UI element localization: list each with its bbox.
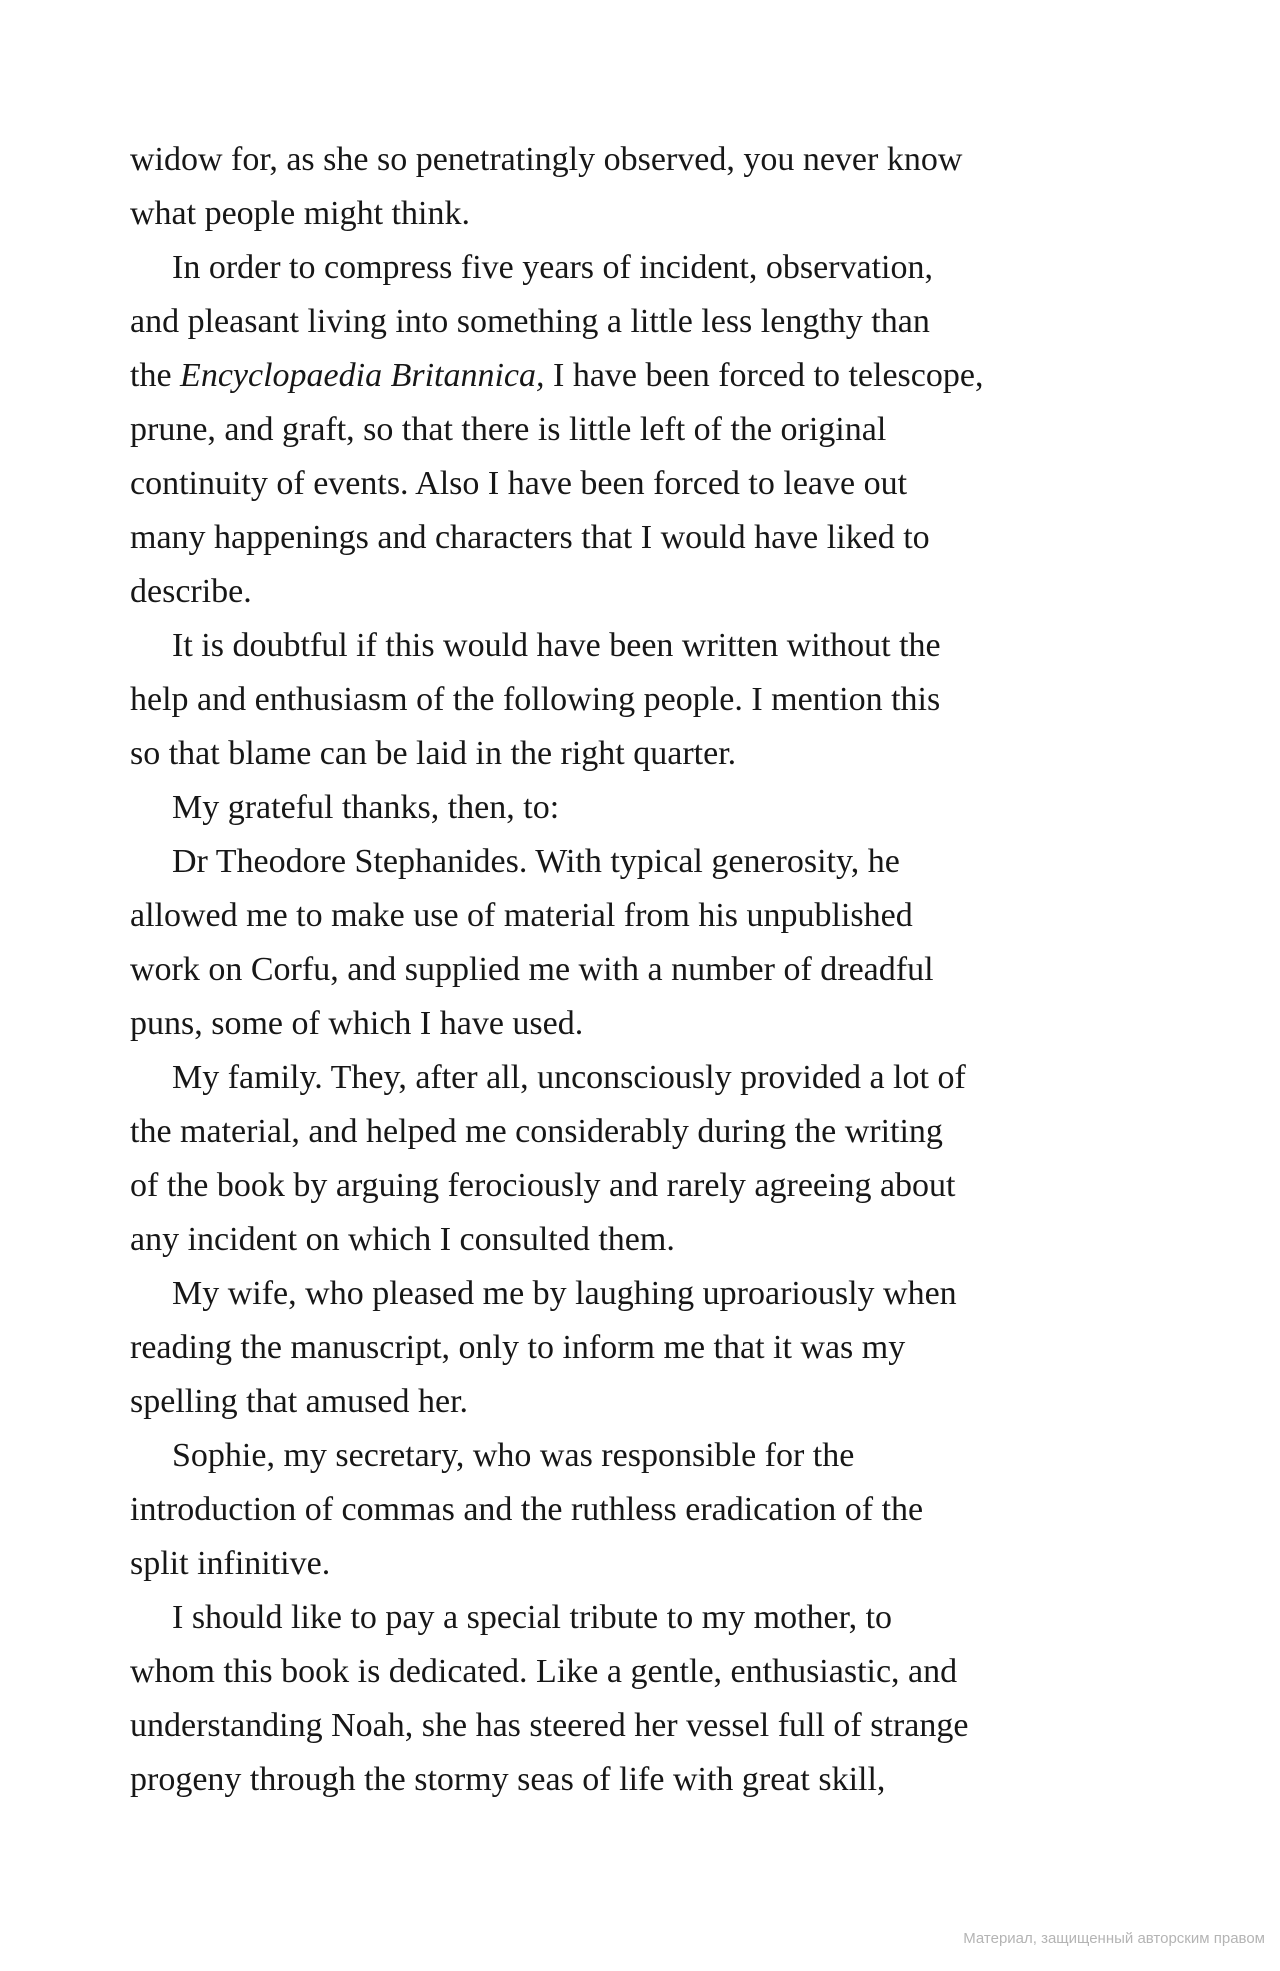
text-line: reading the manuscript, only to inform me that it was my xyxy=(130,1329,906,1366)
text-line: split infinitive. xyxy=(130,1545,331,1582)
paragraph xyxy=(130,781,1160,835)
text-line: widow for, as she so penetratingly observed, you never know xyxy=(130,141,963,178)
text-line: understanding Noah, she has steered her vessel full of strange xyxy=(130,1707,969,1744)
paragraph xyxy=(130,241,1160,619)
copyright-watermark: Материал, защищенный авторским правом xyxy=(963,1930,1265,1947)
text-line: Dr Theodore Stephanides. With typical generosity, he xyxy=(172,843,900,880)
text-line: so that blame can be laid in the right quarter. xyxy=(130,735,737,772)
text-line: work on Corfu, and supplied me with a number of dreadful xyxy=(130,951,934,988)
text-line: any incident on which I consulted them. xyxy=(130,1221,675,1258)
text-line: of the book by arguing ferociously and rarely agreeing about xyxy=(130,1167,956,1204)
text-line: what people might think. xyxy=(130,195,470,232)
text-line: progeny through the stormy seas of life with great skill, xyxy=(130,1761,886,1798)
text-line: many happenings and characters that I would have liked to xyxy=(130,519,930,556)
text-line: allowed me to make use of material from his unpublished xyxy=(130,897,913,934)
text-line: My grateful thanks, then, to: xyxy=(172,789,560,826)
paragraph xyxy=(130,1051,1160,1267)
text-segment: the xyxy=(130,357,181,394)
text-line: and pleasant living into something a little less lengthy than xyxy=(130,303,930,340)
text-line: introduction of commas and the ruthless eradication of the xyxy=(130,1491,924,1528)
paragraph xyxy=(130,619,1160,781)
text-segment: I have been forced to telescope, xyxy=(544,357,984,394)
text-line: prune, and graft, so that there is little left of the original xyxy=(130,411,887,448)
text-line: whom this book is dedicated. Like a gentle, enthusiastic, and xyxy=(130,1653,958,1690)
text-line: Sophie, my secretary, who was responsible for the xyxy=(172,1437,855,1474)
text-line: It is doubtful if this would have been written without the xyxy=(172,627,941,664)
text-line: continuity of events. Also I have been forced to leave out xyxy=(130,465,908,502)
text-line: My family. They, after all, unconsciously provided a lot of xyxy=(172,1059,966,1096)
page-text-block xyxy=(130,133,1160,1807)
text-line: puns, some of which I have used. xyxy=(130,1005,584,1042)
text-line: In order to compress five years of incident, observation, xyxy=(172,249,933,286)
text-line: the material, and helped me considerably during the writing xyxy=(130,1113,943,1150)
italic-book-title: Encyclopaedia Britannica, xyxy=(180,357,545,394)
text-line: I should like to pay a special tribute to my mother, to xyxy=(172,1599,893,1636)
paragraph xyxy=(130,1429,1160,1591)
paragraph xyxy=(130,1267,1160,1429)
text-line: My wife, who pleased me by laughing uproariously when xyxy=(172,1275,957,1312)
paragraph xyxy=(130,1591,1160,1807)
text-line xyxy=(130,349,1160,403)
paragraph xyxy=(130,133,1160,241)
text-line: describe. xyxy=(130,573,252,610)
text-line: help and enthusiasm of the following people. I mention this xyxy=(130,681,941,718)
paragraph xyxy=(130,835,1160,1051)
text-line: spelling that amused her. xyxy=(130,1383,469,1420)
